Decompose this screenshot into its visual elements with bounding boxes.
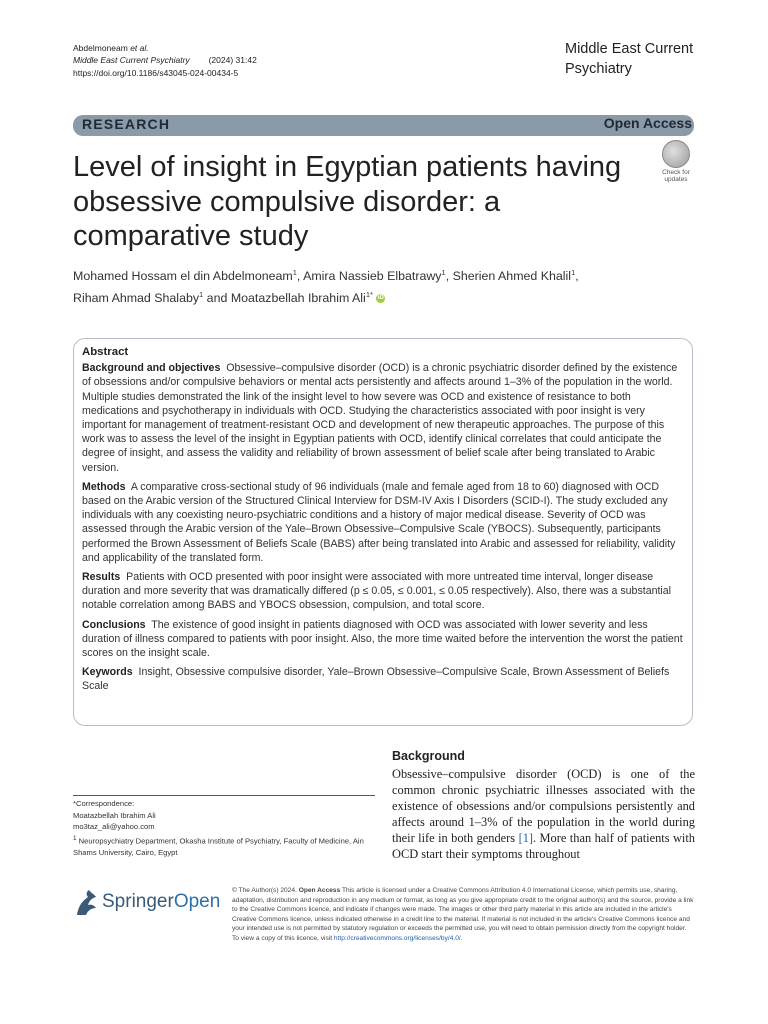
- check-for-updates-badge[interactable]: [656, 140, 696, 183]
- correspondence-name: Moatazbellah Ibrahim Ali: [73, 810, 156, 820]
- check-updates-line-1: Check for: [662, 169, 690, 176]
- abstract-results-text: Patients with OCD presented with poor insight were associated with more untreated time interval, longer disease duration and more severity that was dramatically differed (p ≤ 0.05, ≤ 0.001, ≤ 0.05 respectively). Also, there was a substantial notable correlation among BABS and YBOCS obsession, compulsion, and total score.: [82, 571, 672, 612]
- orcid-icon[interactable]: iD: [377, 294, 384, 301]
- abstract-keywords-text: Insight, Obsessive compulsive disorder, Yale–Brown Obsessive–Compulsive Scale, Brown Assessment of Beliefs Scale: [82, 666, 670, 693]
- springer-horse-icon: [77, 890, 96, 915]
- abstract-background-text: Obsessive–compulsive disorder (OCD) is a chronic psychiatric disorder defined by the existence of obsessions and/or compulsive behaviors or mental acts persistently and affects around 1–3% of the population in the world. Multiple studies demonstrated the link of the insight level to how severe was OCD and existence of resistance to both medications and psychotherapy in individuals with OCD. Studying the characteristics associated with poor insight is very important for management of treatment-resistant OCD and development of new therapeutic approaches. The purpose of this work was to assess the level of the insight in Egyptian patients with OCD, identify clinical correlates that could anticipate the degree of insight, and assess the validity and reliability of brown assessment of belief scale after being translated to Arabic version.: [82, 362, 678, 474]
- abstract-conclusions: [82, 618, 686, 661]
- affiliation-mark-corresponding: 1*: [365, 289, 373, 299]
- abstract: [82, 345, 686, 699]
- abstract-heading: Abstract: [82, 346, 129, 358]
- correspondence-email[interactable]: mo3taz_ali@yahoo.com: [73, 822, 155, 831]
- author-1[interactable]: Mohamed Hossam el din Abdelmoneam: [73, 269, 293, 284]
- author-3[interactable]: Sherien Ahmed Khalil: [452, 269, 572, 284]
- background-text-continued: . More than half of patients with OCD start their symptoms throughout: [392, 830, 696, 861]
- abstract-keywords: [82, 665, 686, 693]
- background-text: Obsessive–compulsive disorder (OCD) is one of the common chronic psychiatric illnesses associated with the existence of obsessions and/or compulsions persistently and affects around 1–3% of the population in the world during their life in both genders: [392, 767, 695, 845]
- author-4[interactable]: Riham Ahmad Shalaby: [73, 290, 200, 305]
- copyright: © The Author(s) 2024.: [232, 887, 297, 894]
- et-al: et al.: [130, 43, 149, 53]
- affiliation-mark: 1: [441, 268, 446, 277]
- license-link[interactable]: http://creativecommons.org/licenses/by/4.0/: [333, 934, 461, 942]
- author-5[interactable]: Moatazbellah Ibrahim Ali: [230, 290, 366, 305]
- journal-line-2: Psychiatry: [565, 60, 632, 77]
- publisher-name: [102, 891, 220, 913]
- abstract-results-label: Results: [82, 571, 121, 584]
- footnote-divider: [73, 795, 375, 796]
- year-volume: (2024) 31:42: [208, 55, 257, 66]
- affiliation-mark: 1: [292, 268, 297, 277]
- publisher-springer: Springer: [102, 891, 174, 912]
- background-heading: Background: [392, 749, 465, 763]
- journal-line-1: Middle East Current: [565, 41, 694, 57]
- background-paragraph: [392, 767, 695, 862]
- correspondence-label: *Correspondence:: [73, 799, 135, 808]
- author-short: Abdelmoneam: [73, 43, 128, 53]
- affiliation-number: 1: [73, 834, 77, 842]
- license-statement: [232, 886, 694, 943]
- author-list: Mohamed Hossam el din Abdelmoneam$^1$, Amira Nassieb Elbatrawy$^1$, Sherien Ahmed Khalil$^1$, Riham Ahmad Shalaby$^1$ and Moatazbellah Ibrahim Ali$^{1*}$ iD: [73, 268, 579, 305]
- correspondence-footnote: [73, 798, 373, 858]
- affiliation-mark: 1: [199, 289, 204, 299]
- affiliation-text: Neuropsychiatry Department, Okasha Institute of Psychiatry, Faculty of Medicine, Ain Shams University, Cairo, Egypt: [73, 836, 364, 857]
- abstract-methods-text: A comparative cross-sectional study of 96 individuals (male and female aged from 18 to 60) diagnosed with OCD based on the Arabic version of the Structured Clinical Interview for DSM-IV Axis I Disorders (SCID-I). The study excluded any individuals with any coexisting neuro-psychiatric conditions and a history of major medical disease. Severity of OCD was assessed through the Arabic version of the Yale–Brown Obsessive–Compulsive Scale (YBOCS). Subsequently, participants performed the Brown Assessment of Beliefs Scale (BABS) after being translated into Arabic and assessed for reliability, validity and applicability of the translated form.: [82, 480, 676, 564]
- abstract-background-label: Background and objectives: [82, 362, 221, 375]
- affiliation: [73, 833, 373, 859]
- author-and: and: [206, 290, 228, 305]
- article-type-label: RESEARCH: [82, 116, 171, 132]
- article-title: Level of insight in Egyptian patients having obsessive compulsive disorder: a comparative study: [73, 151, 622, 252]
- citation-link[interactable]: [1]: [518, 830, 534, 845]
- abstract-methods: [82, 480, 686, 565]
- abstract-methods-label: Methods: [82, 480, 126, 493]
- abstract-results: [82, 570, 686, 613]
- license-open-access: Open Access: [298, 887, 341, 894]
- abstract-background: [82, 361, 686, 475]
- abstract-keywords-label: Keywords: [82, 666, 133, 679]
- author-2[interactable]: Amira Nassieb Elbatrawy: [303, 269, 442, 284]
- citation-header: [73, 42, 257, 79]
- license-end: .: [460, 934, 463, 942]
- check-updates-line-2: updates: [664, 176, 688, 183]
- open-access-label: Open Access: [603, 115, 692, 131]
- license-text: This article is licensed under a Creative Commons Attribution 4.0 International License, which permits use, sharing, adaptation, distribution and reproduction in any medium or format, as long as you give appropriate credit to the original author(s) and the source, provide a link to the Creative Commons licence, and indicate if changes were made. The images or other third party material in this article are included in the article's Creative Commons licence, unless indicated otherwise in a credit line to the material. If material is not included in the article's Creative Commons licence and your intended use is not permitted by statutory regulation or exceeds the permitted use, you will need to obtain permission directly from the copyright holder. To view a copy of this licence, visit: [232, 887, 694, 942]
- abstract-conclusions-text: The existence of good insight in patients diagnosed with OCD was associated with lower severity and less duration of illness compared to patients with poor insight. Also, the more time waited before the intervention the worst the patient scores on the insight scale.: [82, 618, 683, 660]
- check-updates-icon: [662, 140, 690, 168]
- doi-link[interactable]: https://doi.org/10.1186/s43045-024-00434-5: [73, 67, 239, 78]
- journal-name: [565, 40, 693, 79]
- journal-name-italic: Middle East Current Psychiatry: [73, 55, 190, 66]
- publisher-open: Open: [173, 891, 221, 912]
- affiliation-mark: 1: [571, 268, 576, 277]
- abstract-conclusions-label: Conclusions: [82, 618, 146, 631]
